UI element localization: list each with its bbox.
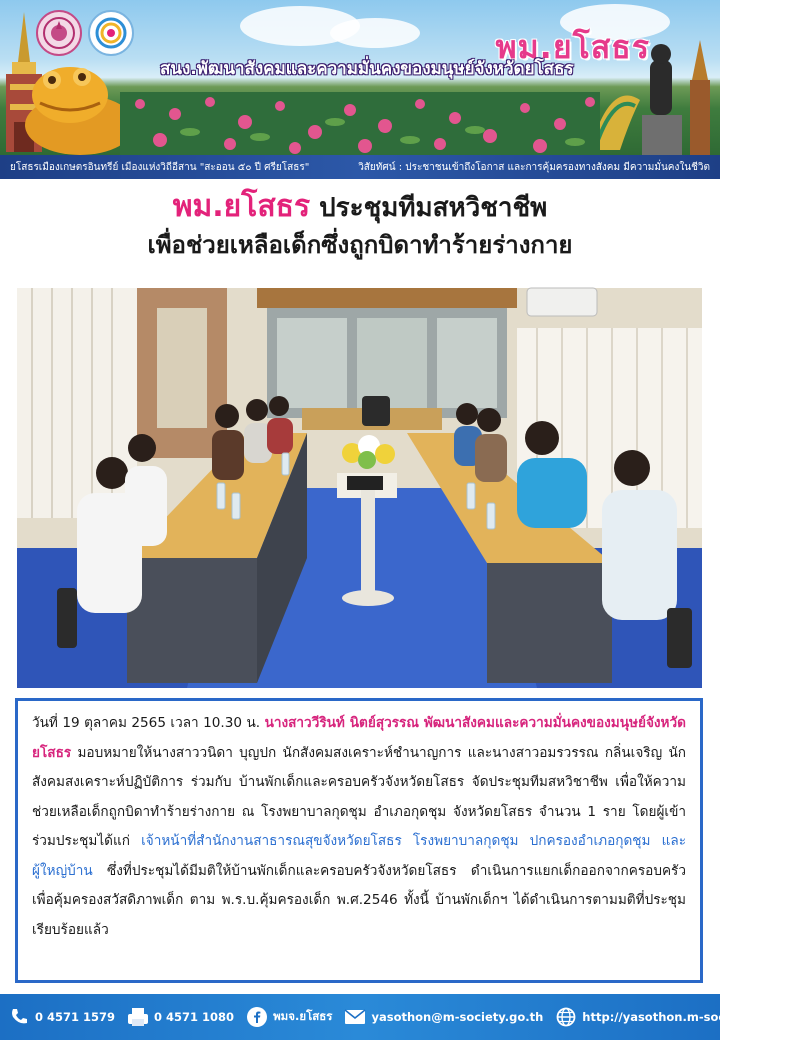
body-text-resolution: ซึ่งที่ประชุมได้มีมติให้บ้านพักเด็กและครอบครัวจังหวัดยโสธร ดำเนินการแยกเด็กออกจากครอบครัว เพื่อคุ้มครองสวัสดิภาพเด็ก ตาม พ.ร.บ.คุ้มครองเด็ก พ.ศ.2546 ทั้งนี้ บ้านพักเด็กฯ ได้ดำเนินการตามมติที่ประชุมเรียบร้อยแล้ว: [32, 862, 686, 938]
footer-fax-text: 0 4571 1080: [154, 1010, 235, 1024]
headline-line-1: [0, 188, 720, 227]
headline: [0, 188, 720, 263]
contact-footer: [0, 994, 792, 1040]
footer-facebook[interactable]: [246, 1006, 332, 1028]
footer-website[interactable]: [555, 1006, 791, 1028]
footer-phone-text: 0 4571 1579: [35, 1010, 116, 1024]
lotus-field-illustration: [120, 92, 600, 155]
meeting-room-photo: [17, 288, 702, 688]
header-banner: [0, 0, 720, 155]
fax-icon: [127, 1006, 149, 1028]
body-date-text: วันที่ 19 ตุลาคม 2565 เวลา 10.30 น.: [32, 715, 265, 731]
footer-phone[interactable]: [8, 1006, 115, 1028]
agency-ring-logo: [88, 10, 134, 56]
globe-icon: [555, 1006, 577, 1028]
headline-line-1-rest: ประชุมทีมสหวิชาชีพ: [310, 193, 548, 223]
tagline-left: ยโสธรเมืองเกษตรอินทรีย์ เมืองแห่งวิถีอีสาน "สะออน ๕๐ ปี ศรียโสธร": [10, 161, 310, 173]
body-participants: เจ้าหน้าที่สำนักงานสาธารณสุขจังหวัดยโสธร โรงพยาบาลกุดชุม ปกครองอำเภอกุดชุม และผู้ใหญ่บ้าน: [32, 833, 686, 879]
tagline-bar: [0, 155, 720, 179]
headline-line-2: เพื่อช่วยเหลือเด็กซึ่งถูกบิดาทำร้ายร่างกาย: [147, 231, 573, 259]
news-body: [15, 698, 703, 983]
footer-email-text: yasothon@m-society.go.th: [371, 1010, 544, 1024]
body-official-name: นางสาววีรินท์ นิตย์สุวรรณ พัฒนาสังคมและความมั่นคงของมนุษย์จังหวัดยโสธร: [32, 715, 686, 761]
logo-group: [36, 10, 134, 56]
phone-icon: [8, 1006, 30, 1028]
footer-fax[interactable]: [127, 1006, 234, 1028]
body-text-main: มอบหมายให้นางสาววนิดา บุญปก นักสังคมสงเคราะห์ชำนาญการ และนางสาวอมรวรรณ กลิ่นเจริญ นักสังคมสงเคราะห์ปฏิบัติการ ร่วมกับ บ้านพักเด็กและครอบครัวจังหวัดยโสธร จัดประชุมทีมสหวิชาชีพ เพื่อให้ความช่วยเหลือเด็กถูกบิดาทำร้ายร่างกาย ณ โรงพยาบาลกุดชุม อำเภอกุดชุม จังหวัดยโสธร จำนวน 1 ราย โดยผู้เข้าร่วมประชุมได้แก่: [32, 744, 686, 849]
footer-email[interactable]: [344, 1006, 543, 1028]
meeting-photo-illustration: [17, 288, 702, 688]
email-icon: [344, 1006, 366, 1028]
headline-org: พม.ยโสธร: [172, 189, 311, 224]
brand-subtitle: สนง.พัฒนาสังคมและความมั่นคงของมนุษย์จังหวัดยโสธร: [160, 59, 574, 79]
footer-facebook-text: พมจ.ยโสธร: [273, 1009, 333, 1023]
ministry-seal-logo: [36, 10, 82, 56]
footer-website-text: http://yasothon.m-society.go.th/: [582, 1010, 792, 1024]
brand-title: พม.ยโสธร: [495, 28, 650, 66]
facebook-icon: [246, 1006, 268, 1028]
tagline-right: วิสัยทัศน์ : ประชาชนเข้าถึงโอกาส และการคุ้มครองทางสังคม มีความมั่นคงในชีวิต: [358, 161, 710, 173]
